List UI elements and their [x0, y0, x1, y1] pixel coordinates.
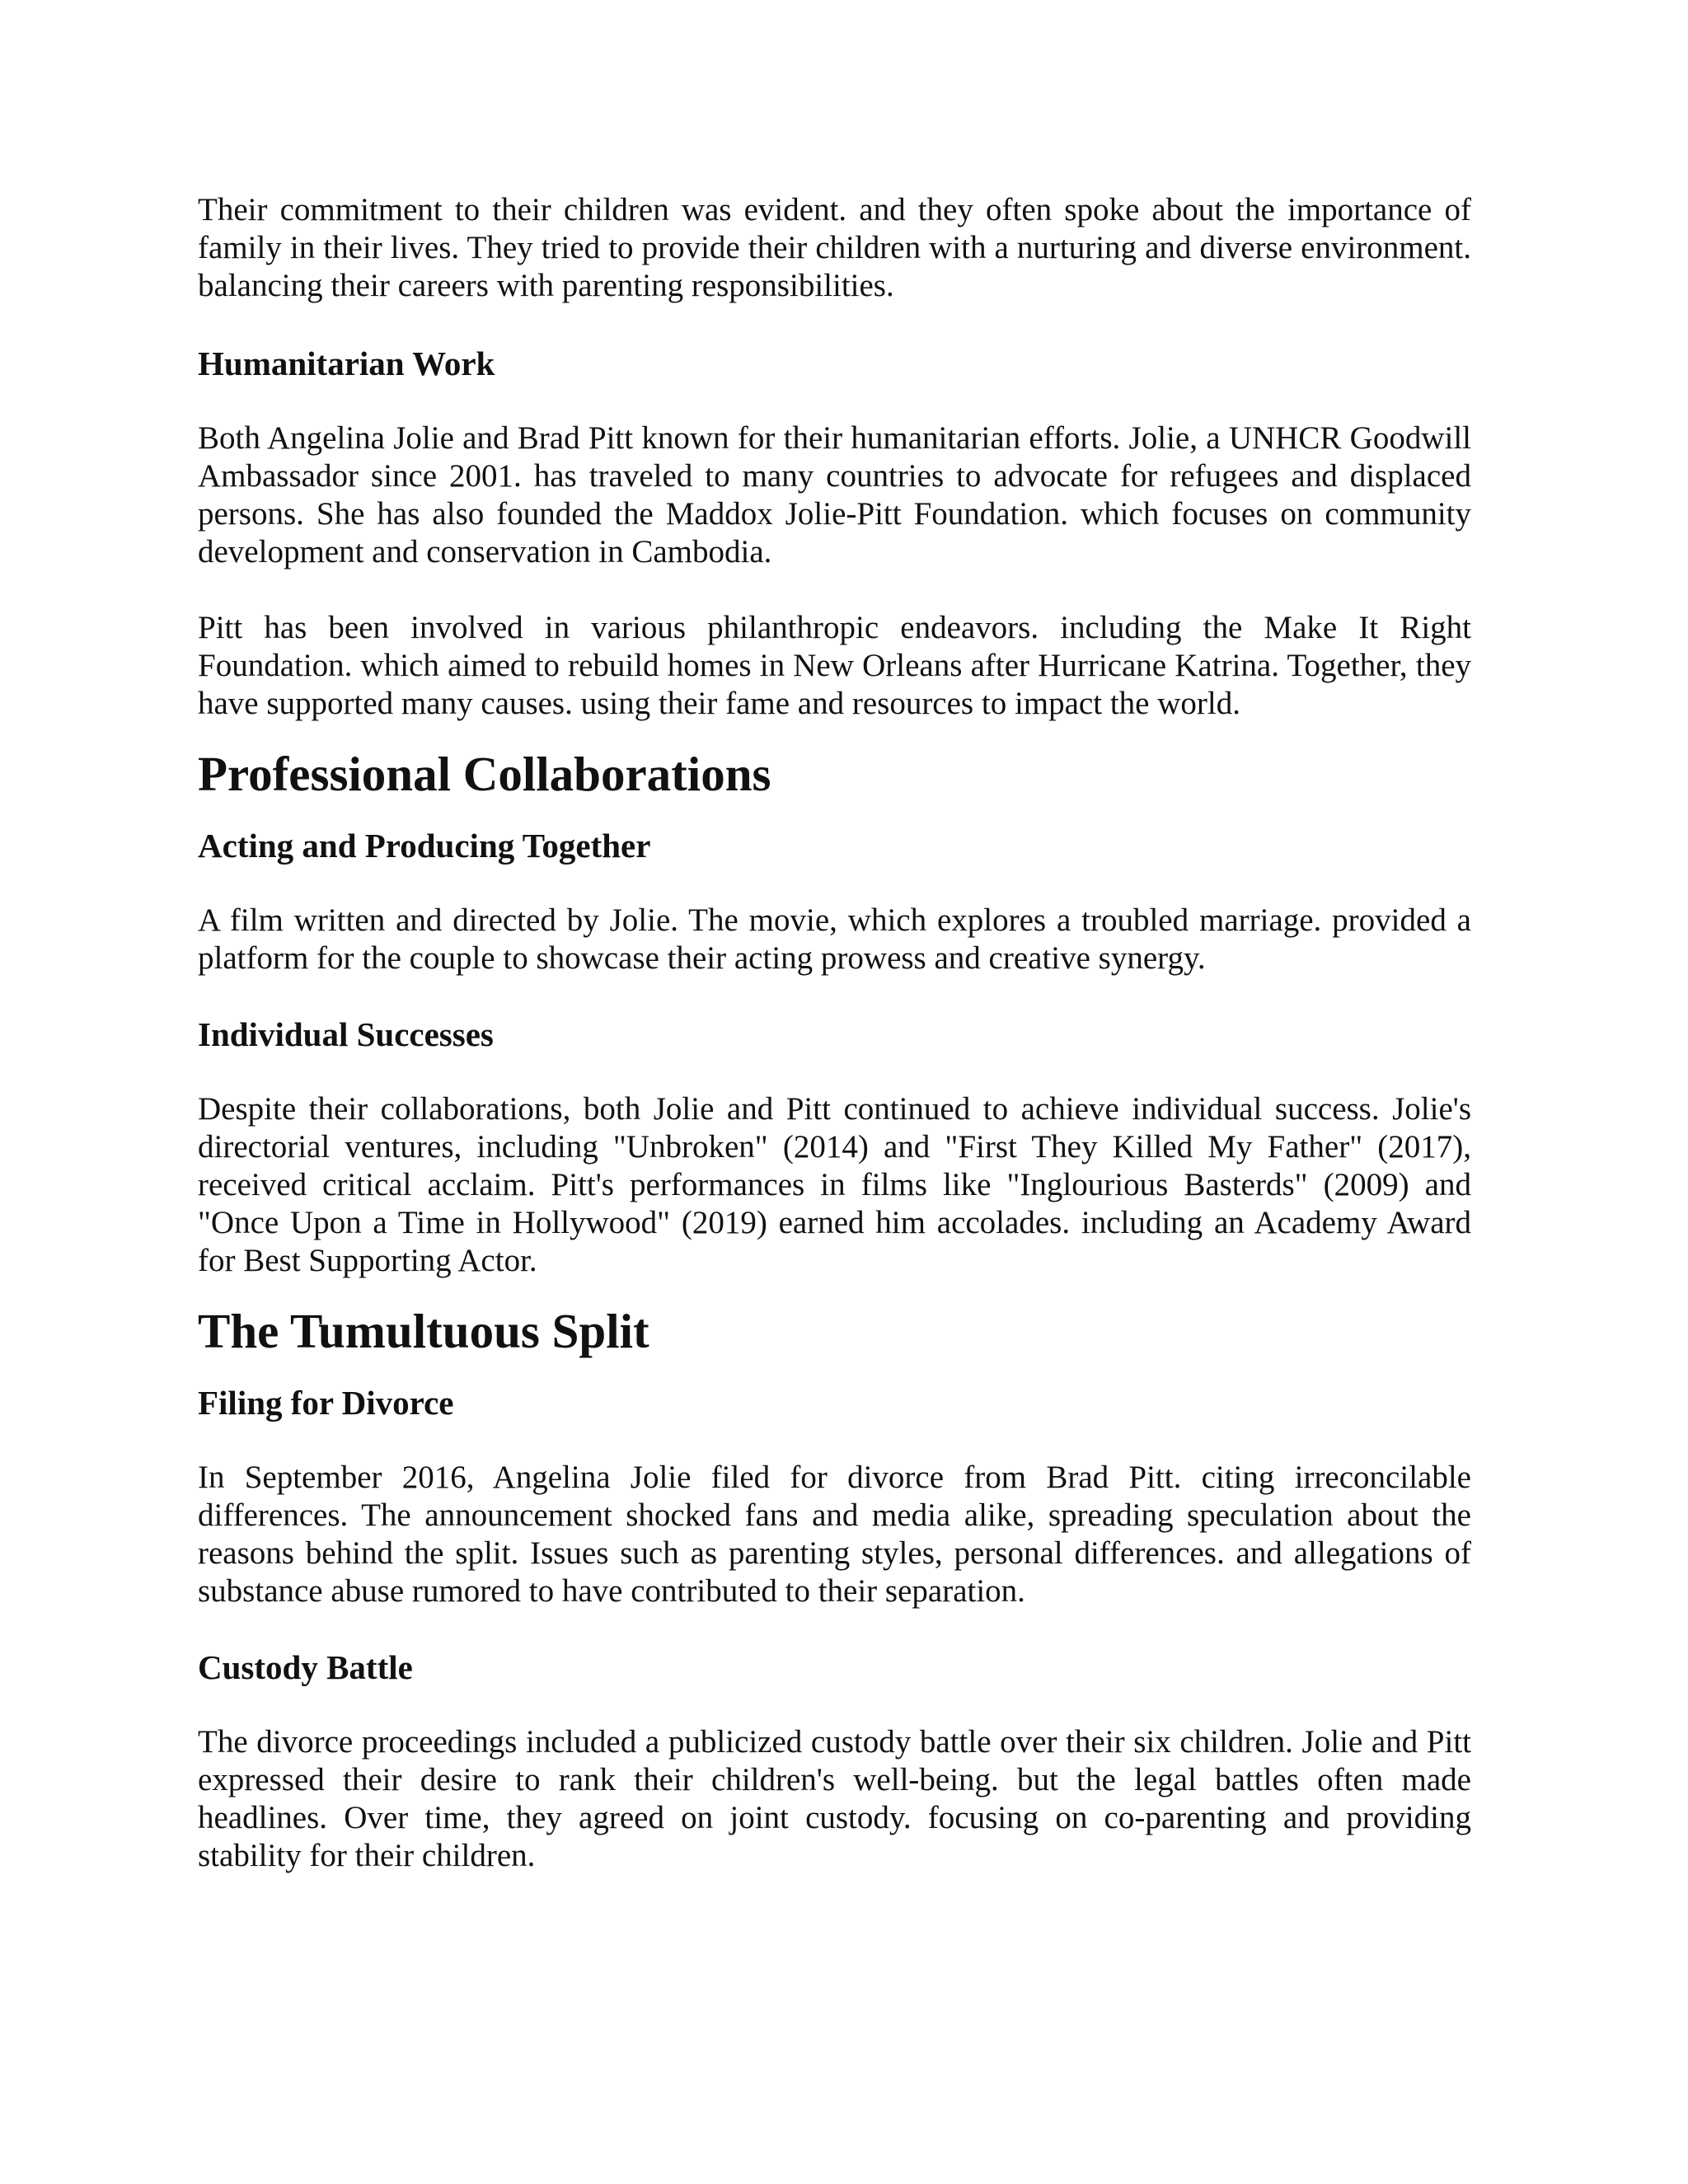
humanitarian-work-heading: Humanitarian Work [198, 344, 495, 382]
filing-for-divorce-heading: Filing for Divorce [198, 1384, 454, 1422]
custody-battle-heading: Custody Battle [198, 1648, 413, 1686]
humanitarian-paragraph-1: Both Angelina Jolie and Brad Pitt known for their humanitarian efforts. Jolie, a UNHCR Goodwill Ambassador since 2001. has traveled to many countries to advocate for refugees and displaced persons. She has also founded the Maddox Jolie-Pitt Foundation. which focuses on community development and conservation in Cambodia. [198, 420, 1471, 569]
custody-battle-paragraph: The divorce proceedings included a publicized custody battle over their six children. Jolie and Pitt expressed their desire to rank their children's well-being. but the legal battles often made headlines. Over time, they agreed on joint custody. focusing on co-parenting and providing stability for their children. [198, 1724, 1471, 1873]
acting-producing-heading: Acting and Producing Together [198, 827, 651, 865]
individual-successes-heading: Individual Successes [198, 1015, 494, 1053]
acting-producing-paragraph: A film written and directed by Jolie. The movie, which explores a troubled marriage. provided a platform for the couple to showcase their acting prowess and creative synergy. [198, 902, 1471, 976]
individual-successes-paragraph: Despite their collaborations, both Jolie and Pitt continued to achieve individual success. Jolie's directorial ventures, including "Unbroken" (2014) and "First They Killed My Father" (2017), received critical acclaim. Pitt's performances in films like "Inglourious Basterds" (2009) and "Once Upon a Time in Hollywood" (2019) earned him accolades. including an Academy Award for Best Supporting Actor. [198, 1091, 1471, 1278]
document-page [198, 191, 1471, 1875]
tumultuous-split-heading: The Tumultuous Split [198, 1304, 649, 1358]
intro-paragraph: Their commitment to their children was evident. and they often spoke about the importance of family in their lives. They tried to provide their children with a nurturing and diverse environment. balancing their careers with parenting responsibilities. [198, 192, 1471, 303]
filing-for-divorce-paragraph: In September 2016, Angelina Jolie filed for divorce from Brad Pitt. citing irreconcilable differences. The announcement shocked fans and media alike, spreading speculation about the reasons behind the split. Issues such as parenting styles, personal differences. and allegations of substance abuse rumored to have contributed to their separation. [198, 1460, 1471, 1609]
humanitarian-paragraph-2: Pitt has been involved in various philanthropic endeavors. including the Make It Right Foundation. which aimed to rebuild homes in New Orleans after Hurricane Katrina. Together, they have supported many causes. using their fame and resources to impact the world. [198, 610, 1471, 721]
professional-collaborations-heading: Professional Collaborations [198, 747, 771, 801]
